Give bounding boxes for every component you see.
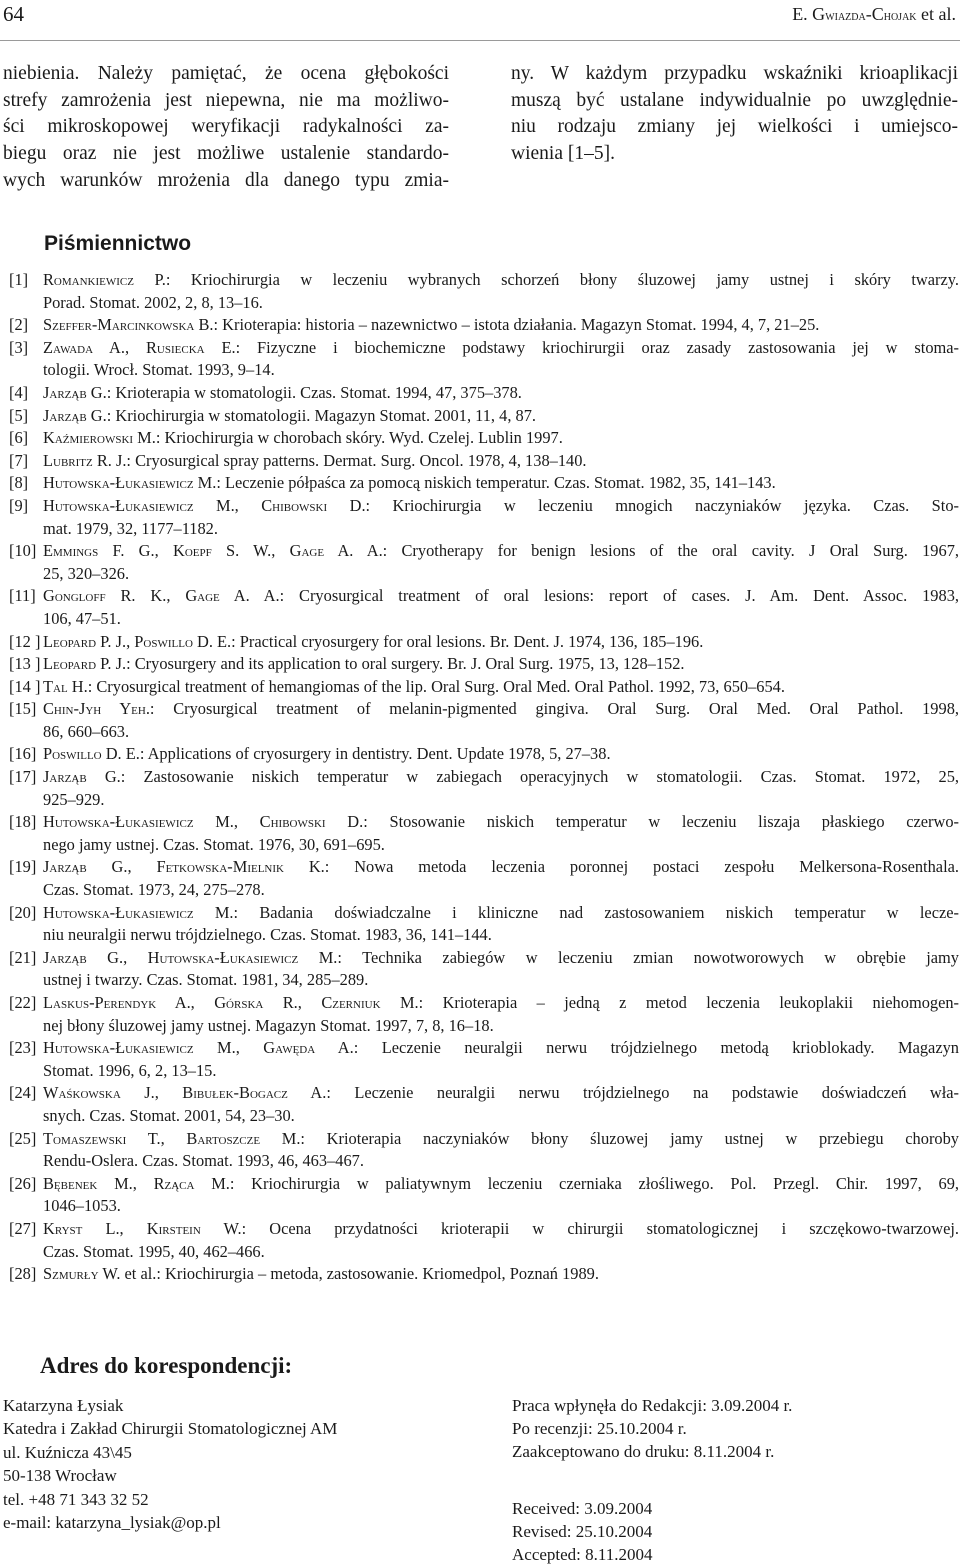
reference-item — [9, 631, 959, 654]
reference-number: [6] — [9, 428, 29, 448]
body-text-line: strefy zamrożenia jest niepewna, nie ma możliwo- — [3, 89, 449, 111]
reference-item — [9, 405, 959, 428]
reference-text-line: Hutowska-Łukasiewicz M.: Leczenie półpaśca za pomocą niskich temperatur. Czas. Stomat. 1982, 35, 141–143. — [43, 473, 776, 493]
reference-text-line: Chin-Jyh Yeh.: Cryosurgical treatment of melanin-pigmented gingiva. Oral Surg. Oral Med. Oral Pathol. 1998, — [43, 699, 959, 719]
reference-item — [9, 450, 959, 473]
running-authors: E. Gwiazda-Chojak et al. — [792, 4, 956, 24]
author-name: Katarzyna Łysiak — [3, 1396, 124, 1415]
reference-item — [9, 1218, 959, 1263]
reference-item — [9, 811, 959, 856]
reference-number: [3] — [9, 337, 29, 357]
body-text-line: biegu oraz nie jest możliwe ustalenie standardo- — [3, 143, 449, 165]
reference-text-line: Laskus-Perendyk A., Górska R., Czerniuk M.: Krioterapia – jedną z metod leczenia leukoplakii niehomogen- — [43, 993, 960, 1012]
reference-item — [9, 495, 959, 540]
reference-number: [16] — [9, 744, 37, 764]
reference-item — [9, 1037, 959, 1082]
reference-number: [5] — [9, 405, 29, 425]
author-phone: tel. +48 71 343 32 52 — [3, 1489, 149, 1509]
date-accepted-pl: Zaakceptowano do druku: 8.11.2004 r. — [512, 1441, 775, 1461]
reference-text-line: niu neuralgii nerwu trójdzielnego. Czas. Stomat. 1983, 36, 141–144. — [43, 925, 492, 945]
reference-number: [7] — [9, 450, 29, 470]
body-text-line: ści mikroskopowej weryfikacji radykalności za- — [3, 116, 449, 138]
body-text-line: ny. W każdym przypadku wskaźniki krioaplikacji — [511, 63, 958, 84]
reference-number: [21] — [9, 947, 37, 967]
reference-text-line: Emmings F. G., Koepf S. W., Gage A. A.: Cryotherapy for benign lesions of the oral cavity. J Oral Surg. 1967, — [43, 541, 959, 561]
reference-item — [9, 427, 959, 450]
reference-text-line: nej błony śluzowej jamy ustnej. Magazyn Stomat. 1997, 7, 8, 16–18. — [43, 1015, 494, 1035]
reference-text-line: Leopard P. J., Poswillo D. E.: Practical cryosurgery for oral lesions. Br. Dent. J. 1974, 136, 185–196. — [43, 631, 704, 651]
reference-text-line: Jarząb G., Hutowska-Łukasiewicz M.: Technika zabiegów w leczeniu zmian nowotworowych w obrębie jamy — [43, 947, 959, 967]
author-department: Katedra i Zakład Chirurgii Stomatologicznej AM — [3, 1419, 338, 1439]
bibliography-heading: Piśmiennictwo — [44, 232, 192, 255]
reference-text-line: mat. 1979, 32, 1177–1182. — [43, 518, 218, 538]
reference-text-line: Jarząb G.: Krioterapia w stomatologii. Czas. Stomat. 1994, 47, 375–378. — [43, 382, 522, 402]
reference-number: [28] — [9, 1264, 37, 1284]
body-text-line: niebienia. Należy pamiętać, że ocena głębokości — [3, 63, 449, 84]
reference-item — [9, 856, 959, 901]
reference-number: [14 ] — [9, 676, 41, 696]
reference-number: [27] — [9, 1218, 37, 1238]
reference-item — [9, 992, 959, 1037]
body-text-right-column — [511, 61, 958, 168]
reference-text-line: Hutowska-Łukasiewicz M., Chibowski D.: Stosowanie niskich temperatur w leczeniu liszaja płaskiego czerwo- — [43, 812, 959, 832]
reference-text-line: ustnej i twarzy. Czas. Stomat. 1981, 34, 285–289. — [43, 970, 369, 990]
reference-text-line: Stomat. 1996, 6, 2, 13–15. — [43, 1060, 217, 1080]
reference-text-line: Hutowska-Łukasiewicz M., Chibowski D.: Kriochirurgia w leczeniu mnogich naczyniaków języka. Czas. Sto- — [43, 495, 959, 515]
reference-text-line: Lubritz R. J.: Cryosurgical spray patterns. Dermat. Surg. Oncol. 1978, 4, 138–140. — [43, 450, 587, 470]
reference-item — [9, 540, 959, 585]
reference-number: [15] — [9, 699, 37, 719]
reference-item — [9, 766, 959, 811]
reference-number: [8] — [9, 473, 29, 493]
reference-number: [25] — [9, 1128, 37, 1148]
reference-text-line: Hutowska-Łukasiewicz M.: Badania doświadczalne i kliniczne nad zastosowaniem niskich temperatur w lecze- — [43, 902, 959, 922]
reference-text-line: Kryst L., Kirstein W.: Ocena przydatności krioterapii w chirurgii stomatologicznej i szczękowo-twarzowej. — [43, 1218, 960, 1238]
reference-text-line: Rendu-Oslera. Czas. Stomat. 1993, 46, 463–467. — [43, 1151, 364, 1171]
reference-text-line: Kaźmierowski M.: Kriochirurgia w chorobach skóry. Wyd. Czelej. Lublin 1997. — [43, 428, 563, 448]
reference-text-line: nego jamy ustnej. Czas. Stomat. 1976, 30, 691–695. — [43, 834, 385, 854]
reference-text-line: 925–929. — [43, 789, 105, 809]
reference-text-line: Tomaszewski T., Bartoszcze M.: Krioterapia naczyniaków błony śluzowej jamy ustnej w przebiegu choroby — [43, 1128, 959, 1148]
body-text-line: muszą być ustalane indywidualnie po uwzględnie- — [511, 89, 958, 111]
reference-number: [12 ] — [9, 631, 41, 651]
reference-number: [17] — [9, 767, 37, 787]
reference-item — [9, 1263, 959, 1286]
reference-text-line: Bębenek M., Rząca M.: Kriochirurgia w paliatywnym leczeniu czerniaka złośliwego. Pol. Przegl. Chir. 1997, 69, — [43, 1173, 959, 1193]
reference-number: [1] — [9, 270, 29, 289]
reference-text-line: 86, 660–663. — [43, 721, 130, 741]
reference-text-line: Szeffer-Marcinkowska B.: Krioterapia: historia – nazewnictwo – istota działania. Magazyn Stomat. 1994, 4, 7, 21–25. — [43, 315, 820, 335]
reference-text-line: Szmurły W. et al.: Kriochirurgia – metoda, zastosowanie. Kriomedpol, Poznań 1989. — [43, 1264, 599, 1284]
reference-item — [9, 698, 959, 743]
reference-text-line: Tal H.: Cryosurgical treatment of hemangiomas of the lip. Oral Surg. Oral Med. Oral Pathol. 1992, 73, 650–654. — [43, 676, 785, 696]
reference-text-line: Jarząb G., Fetkowska-Mielnik K.: Nowa metoda leczenia poronnej postaci zespołu Melkersona-Rosenthala. — [43, 857, 959, 877]
reference-item — [9, 902, 959, 947]
reference-number: [24] — [9, 1083, 37, 1103]
reference-number: [26] — [9, 1173, 37, 1193]
reference-number: [4] — [9, 382, 29, 402]
reference-item — [9, 472, 959, 495]
reference-number: [20] — [9, 902, 37, 922]
reference-text-line: tologii. Wrocł. Stomat. 1993, 9–14. — [43, 360, 275, 380]
reference-item — [9, 337, 959, 382]
reference-list — [9, 269, 959, 1286]
reference-text-line: Romankiewicz P.: Kriochirurgia w leczeniu wybranych schorzeń błony śluzowej jamy ustnej i skóry twarzy. — [43, 270, 959, 289]
reference-text-line: Poswillo D. E.: Applications of cryosurgery in dentistry. Dent. Update 1978, 5, 27–38. — [43, 744, 611, 764]
reference-item — [9, 1128, 959, 1173]
reference-text-line: 1046–1053. — [43, 1196, 121, 1216]
reference-text-line: 25, 320–326. — [43, 563, 130, 583]
reference-number: [22] — [9, 993, 37, 1012]
date-accepted-en: Accepted: 8.11.2004 — [512, 1544, 653, 1564]
body-text-line: wienia [1–5]. — [511, 143, 615, 165]
author-email: e-mail: katarzyna_lysiak@op.pl — [3, 1513, 221, 1533]
reference-text-line: Jarząb G.: Zastosowanie niskich temperatur w zabiegach operacyjnych w stomatologii. Czas. Stomat. 1972, 25, — [43, 767, 959, 787]
reference-text-line: Czas. Stomat. 1973, 24, 275–278. — [43, 880, 265, 900]
body-text-line: wych warunków mrożenia dla danego typu zmia- — [3, 169, 449, 191]
correspondence-heading: Adres do korespondencji: — [40, 1353, 293, 1378]
reference-number: [18] — [9, 812, 37, 832]
reference-text-line: Jarząb G.: Kriochirurgia w stomatologii. Magazyn Stomat. 2001, 11, 4, 87. — [43, 405, 536, 425]
reference-number: [9] — [9, 495, 29, 515]
reference-item — [9, 1082, 959, 1127]
reference-number: [11] — [9, 586, 36, 606]
reference-item — [9, 314, 959, 337]
reference-text-line: snych. Czas. Stomat. 2001, 54, 23–30. — [43, 1105, 295, 1125]
author-street: ul. Kuźnicza 43\45 — [3, 1442, 132, 1462]
author-city: 50-138 Wrocław — [3, 1466, 117, 1486]
reference-item — [9, 947, 959, 992]
reference-text-line: Waśkowska J., Bibułek-Bogacz A.: Leczenie neuralgii nerwu trójdzielnego na podstawie doświadczeń wła- — [43, 1083, 959, 1103]
reference-item — [9, 585, 959, 630]
reference-text-line: Zawada A., Rusiecka E.: Fizyczne i biochemiczne podstawy kriochirurgii oraz zasady zastosowania jej w stoma- — [43, 337, 959, 357]
reference-text-line: Porad. Stomat. 2002, 2, 8, 13–16. — [43, 292, 263, 312]
reference-item — [9, 653, 959, 676]
reference-number: [19] — [9, 857, 37, 877]
reference-number: [2] — [9, 315, 29, 335]
body-text-left-column — [3, 61, 449, 195]
correspondence-address — [3, 1394, 337, 1534]
reference-number: [23] — [9, 1038, 37, 1058]
reference-number: [13 ] — [9, 654, 41, 674]
reference-item — [9, 382, 959, 405]
reference-item — [9, 1173, 959, 1218]
date-revised-en: Revised: 25.10.2004 — [512, 1522, 653, 1542]
date-received-en: Received: 3.09.2004 — [512, 1499, 653, 1519]
page-number: 64 — [3, 2, 24, 26]
reference-text-line: Hutowska-Łukasiewicz M., Gawęda A.: Leczenie neuralgii nerwu trójdzielnego metodą krioblokady. Magazyn — [43, 1038, 959, 1058]
date-received-pl: Praca wpłynęła do Redakcji: 3.09.2004 r. — [512, 1396, 793, 1415]
reference-item — [9, 743, 959, 766]
reference-item — [9, 676, 959, 699]
reference-text-line: Leopard P. J.: Cryosurgery and its application to oral surgery. Br. J. Oral Surg. 1975, 13, 128–152. — [43, 654, 685, 674]
reference-number: [10] — [9, 541, 37, 561]
reference-item — [9, 269, 959, 314]
manuscript-dates — [512, 1395, 792, 1567]
reference-text-line: 106, 47–51. — [43, 608, 121, 628]
running-header — [0, 0, 960, 41]
reference-text-line: Gongloff R. K., Gage A. A.: Cryosurgical treatment of oral lesions: report of cases. J. Am. Dent. Assoc. 1983, — [43, 586, 959, 606]
date-revised-pl: Po recenzji: 25.10.2004 r. — [512, 1418, 687, 1438]
body-text-line: niu rodzaju zmiany jej wielkości i umiejsco- — [511, 116, 958, 138]
reference-text-line: Czas. Stomat. 1995, 40, 462–466. — [43, 1241, 265, 1261]
